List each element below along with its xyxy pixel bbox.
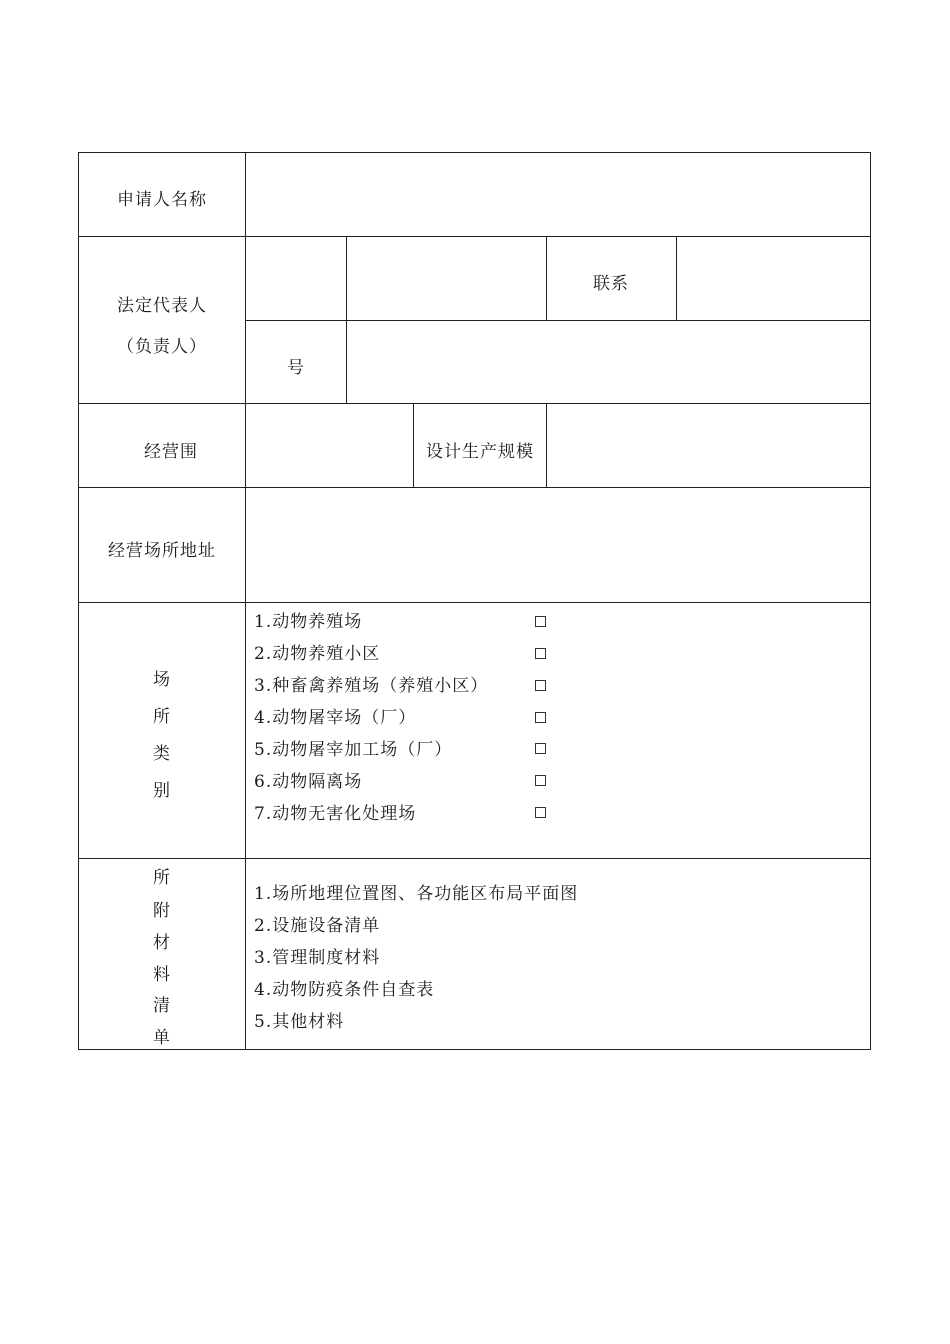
attachment-item: 1.场所地理位置图、各功能区布局平面图: [254, 884, 579, 904]
number-label: 号: [287, 358, 305, 378]
premises-address-label: 经营场所地址: [108, 541, 216, 561]
premises-type-checkbox[interactable]: [535, 743, 546, 754]
premises-type-option-label: 2.动物养殖小区: [254, 644, 381, 664]
applicant-name-field[interactable]: [246, 153, 870, 236]
design-scale-label: 设计生产规模: [426, 442, 534, 462]
attachments-label-char: 清: [153, 996, 171, 1016]
attachments-label-char: 料: [153, 965, 171, 985]
legal-rep-label-line2: （负责人）: [117, 337, 207, 357]
attachment-item: 4.动物防疫条件自查表: [254, 980, 435, 1000]
premises-address-field[interactable]: [246, 488, 870, 602]
premises-type-checkbox[interactable]: [535, 807, 546, 818]
contact-field[interactable]: [677, 237, 870, 320]
number-field[interactable]: [347, 321, 870, 403]
attachment-item: 5.其他材料: [254, 1012, 345, 1032]
premises-type-option-label: 4.动物屠宰场（厂）: [254, 708, 417, 728]
attachments-label-char: 所: [153, 868, 171, 888]
premises-type-option-label: 3.种畜禽养殖场（养殖小区）: [254, 676, 489, 696]
business-scope-label: 经营围: [144, 442, 198, 462]
contact-label: 联系: [593, 274, 629, 294]
row-divider: [78, 602, 871, 603]
column-divider: [546, 236, 547, 320]
business-scope-field[interactable]: [246, 404, 413, 487]
row-divider: [78, 858, 871, 859]
attachments-label-char: 单: [153, 1028, 171, 1048]
attachment-item: 3.管理制度材料: [254, 948, 381, 968]
premises-type-checkbox[interactable]: [535, 775, 546, 786]
attachment-item: 2.设施设备清单: [254, 916, 381, 936]
premises-type-option-label: 7.动物无害化处理场: [254, 804, 417, 824]
premises-type-label-char: 类: [153, 744, 171, 764]
legal-rep-id-field[interactable]: [347, 237, 546, 320]
premises-type-checkbox[interactable]: [535, 680, 546, 691]
premises-type-label-char: 别: [153, 781, 171, 801]
legal-rep-label-line1: 法定代表人: [117, 296, 207, 316]
attachments-label-char: 材: [153, 933, 171, 953]
premises-type-option-label: 6.动物隔离场: [254, 772, 363, 792]
premises-type-option-label: 5.动物屠宰加工场（厂）: [254, 740, 453, 760]
premises-type-checkbox[interactable]: [535, 712, 546, 723]
premises-type-label-char: 场: [153, 670, 171, 690]
legal-rep-name-field[interactable]: [246, 237, 346, 320]
premises-type-checkbox[interactable]: [535, 648, 546, 659]
attachments-label-char: 附: [153, 901, 171, 921]
premises-type-label-char: 所: [153, 707, 171, 727]
applicant-name-label: 申请人名称: [117, 190, 207, 210]
column-divider: [413, 403, 414, 487]
design-scale-field[interactable]: [547, 404, 870, 487]
premises-type-checkbox[interactable]: [535, 616, 546, 627]
premises-type-option-label: 1.动物养殖场: [254, 612, 363, 632]
